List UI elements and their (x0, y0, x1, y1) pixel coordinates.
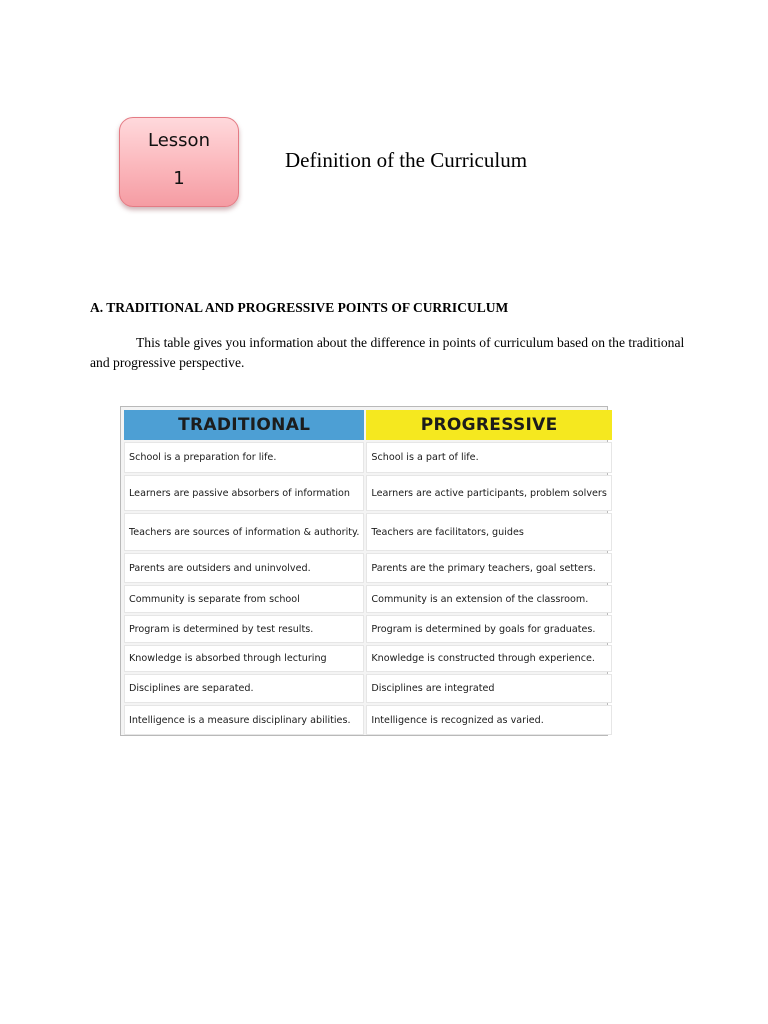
progressive-cell: Parents are the primary teachers, goal setters. (366, 553, 611, 583)
traditional-cell: Knowledge is absorbed through lecturing (124, 645, 364, 672)
comparison-table-grid (122, 408, 614, 737)
traditional-cell: Program is determined by test results. (124, 615, 364, 643)
traditional-cell: Learners are passive absorbers of information (124, 475, 364, 511)
table-row (124, 475, 612, 511)
header-traditional: TRADITIONAL (124, 410, 364, 440)
intro-paragraph: This table gives you information about the difference in points of curriculum based on the traditional and progressive perspective. (90, 335, 685, 370)
table-row (124, 513, 612, 551)
table-header-row (124, 410, 612, 440)
progressive-cell: Learners are active participants, problem solvers (366, 475, 611, 511)
progressive-cell: Knowledge is constructed through experience. (366, 645, 611, 672)
table-row (124, 705, 612, 735)
table-row (124, 645, 612, 672)
table-row (124, 585, 612, 613)
lesson-label: Lesson (148, 130, 210, 151)
traditional-cell: Disciplines are separated. (124, 674, 364, 703)
lesson-badge (119, 117, 239, 207)
table-row (124, 674, 612, 703)
traditional-cell: Intelligence is a measure disciplinary abilities. (124, 705, 364, 735)
traditional-cell: Community is separate from school (124, 585, 364, 613)
progressive-cell: Teachers are facilitators, guides (366, 513, 611, 551)
table-row (124, 615, 612, 643)
progressive-cell: Disciplines are integrated (366, 674, 611, 703)
header-progressive: PROGRESSIVE (366, 410, 611, 440)
traditional-cell: Parents are outsiders and uninvolved. (124, 553, 364, 583)
traditional-cell: Teachers are sources of information & authority. (124, 513, 364, 551)
comparison-table (120, 406, 608, 736)
table-row (124, 442, 612, 473)
progressive-cell: School is a part of life. (366, 442, 611, 473)
traditional-cell: School is a preparation for life. (124, 442, 364, 473)
page-title: Definition of the Curriculum (285, 148, 528, 172)
section-heading: A. TRADITIONAL AND PROGRESSIVE POINTS OF CURRICULUM (90, 300, 509, 315)
lesson-number: 1 (173, 168, 185, 189)
progressive-cell: Program is determined by goals for graduates. (366, 615, 611, 643)
progressive-cell: Intelligence is recognized as varied. (366, 705, 611, 735)
table-row (124, 553, 612, 583)
progressive-cell: Community is an extension of the classroom. (366, 585, 611, 613)
